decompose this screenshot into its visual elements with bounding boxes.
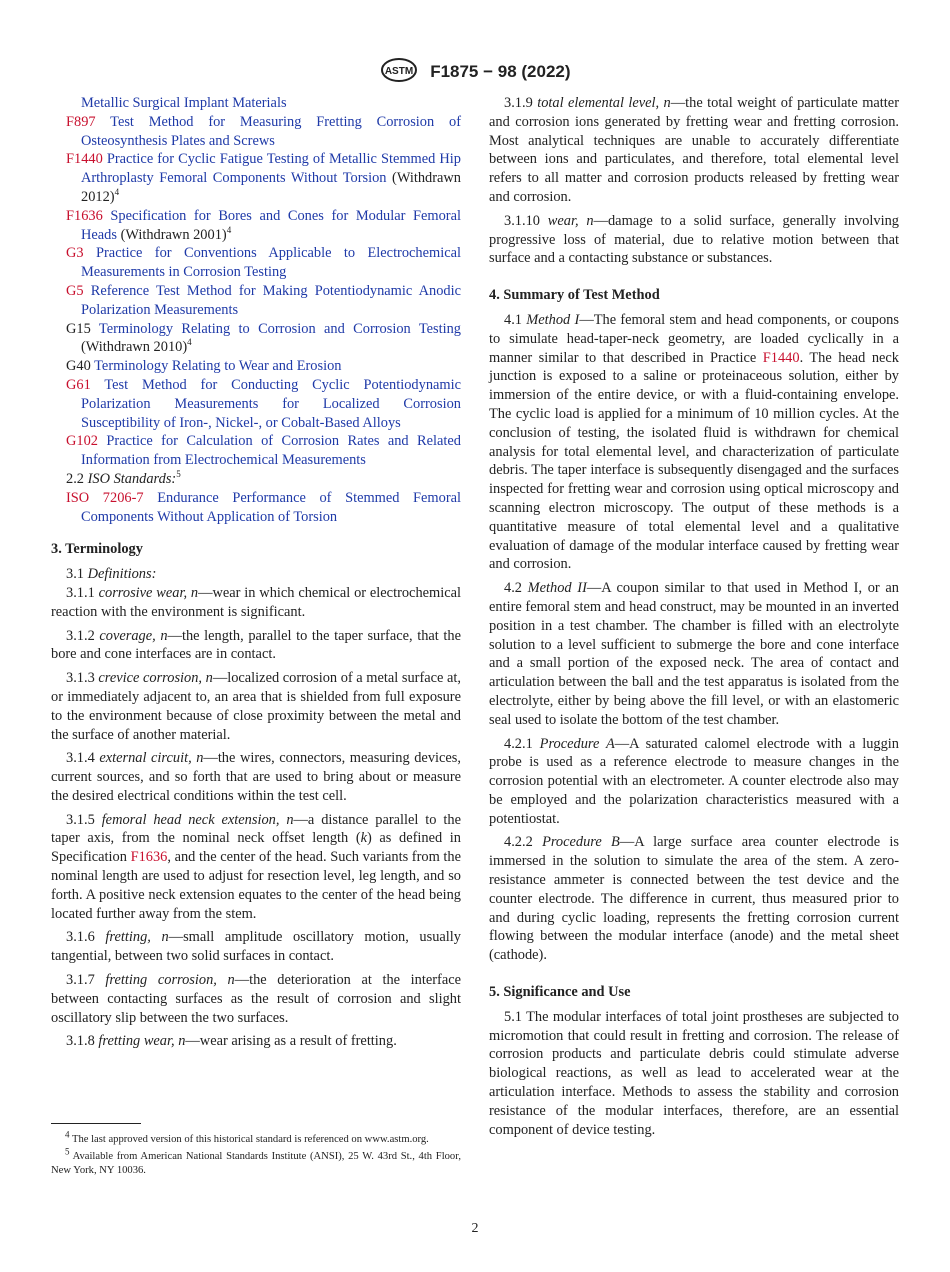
reference-item — [51, 94, 461, 113]
definition-paragraph — [51, 971, 461, 1027]
definition-number: 4.2.2 — [504, 834, 533, 851]
astm-logo-icon — [379, 57, 419, 88]
definition-paragraph — [51, 749, 461, 805]
reference-link[interactable]: F1636 — [130, 849, 168, 866]
definition-term: Method II — [527, 580, 587, 597]
definitions-list — [51, 584, 461, 806]
definition-text: —damage to a solid surface, generally involving progressive loss of material, due to relative motion between that surface and a contacting substance or substances. — [489, 212, 899, 267]
svg-text:ASTM: ASTM — [385, 66, 414, 77]
definition-number: 3.1.2 — [66, 627, 95, 644]
definition-text: —the wires, connectors, measuring devices, current sources, and so forth that are used to bring about or measure the desired electrical conditions within the test cell. — [51, 750, 461, 804]
footnote-mark: 4 — [65, 1129, 70, 1140]
reference-title-link[interactable]: Test Method for Conducting Cyclic Potentiodynamic Polarization Measurements for Localized Corrosion Susceptibility of Iron-, Nickel-, or Cobalt-Based Alloys — [81, 376, 461, 431]
definition-term: crevice corrosion, n — [98, 670, 213, 687]
reference-title-link[interactable]: Test Method for Measuring Fretting Corrosion of Osteosynthesis Plates and Screws — [81, 113, 461, 149]
definition-term: Procedure B — [542, 834, 620, 851]
definition-paragraph — [489, 94, 899, 207]
reference-title-link[interactable]: Terminology Relating to Corrosion and Corrosion Testing — [98, 320, 461, 337]
withdrawn-note: (Withdrawn 2010) — [81, 339, 188, 356]
reference-item — [51, 207, 461, 245]
right-column — [489, 94, 899, 1144]
definition-paragraph — [489, 579, 899, 729]
designation: F1875 − 98 (2022) — [430, 61, 571, 81]
definitions-list — [489, 94, 899, 268]
paragraph-list — [489, 579, 899, 965]
definition-paragraph — [489, 735, 899, 829]
reference-code-link[interactable]: ISO 7206-7 — [66, 489, 144, 506]
section-heading: 4. Summary of Test Method — [489, 287, 660, 304]
definition-term: coverage, n — [99, 627, 168, 644]
definition-number: 3.1.6 — [66, 929, 95, 946]
definition-term: fretting corrosion, n — [105, 972, 235, 989]
section-heading: 3. Terminology — [51, 541, 143, 558]
reference-code[interactable]: G102 — [66, 433, 98, 450]
definition-number: 3.1.10 — [504, 212, 540, 229]
definitions-list — [51, 928, 461, 1051]
reference-list — [51, 94, 461, 470]
reference-item — [51, 489, 461, 527]
iso-standards-label: 2.2 ISO Standards:$^5$ — [66, 469, 181, 487]
page-number: 2 — [471, 1221, 479, 1236]
footnote — [51, 1145, 461, 1179]
definition-number: 3.1.7 — [66, 972, 95, 989]
footnote-text: Available from American National Standards Institute (ANSI), 25 W. 43rd St., 4th Floor, New York, NY 10036. — [51, 1150, 461, 1176]
paragraph: 4.1 Method I—The femoral stem and head components, or coupons to simulate head-taper-neck geometry, are loaded cyclically in a manner similar to that described in Practice F1440. The head neck junction is exposed to a saline or proteinaceous solution, either by immersion of the entire device, or with a fluid-containing envelope. The cyclic load is applied for a minimum of 10 million cycles. At the conclusion of testing, the isolated fluid is withdrawn for chemical analysis for total elemental level, and characterization of particulate debris. The taper interface is subsequently disengaged and the surfaces inspected for fretting wear and corrosion using optical microscopy and scanning electron microscopy. The output of these methods is a quantitative measure of total elemental level and a qualitative evaluation of damage of the modular interface caused by fretting wear and corrosion. — [489, 311, 899, 573]
definition-number: 3.1.3 — [66, 670, 95, 687]
paragraph: 3.1 Definitions: — [66, 566, 157, 583]
page-header — [0, 57, 950, 88]
paragraph: 3.1.5 femoral head neck extension, n—a distance parallel to the taper axis, from the nominal neck offset length (k) as defined in Specification F1636, and the center of the head. Such variants from the nominal length are used to adjust for resection level, leg length, and so forth. A positive neck extension equates to the center of the head being located further away from the stem. — [51, 811, 461, 922]
definition-term: corrosive wear, n — [98, 584, 199, 601]
definition-paragraph — [489, 212, 899, 268]
reference-code[interactable]: G61 — [66, 376, 91, 393]
reference-item — [51, 113, 461, 151]
definition-text: —localized corrosion of a metal surface at, or immediately adjacent to, an area that is shielded from full exposure to the environment because of close proximity between the metal and the surface of another material. — [51, 670, 461, 743]
reference-title-link[interactable]: Specification for Bores and Cones for Modular Femoral Heads — [81, 207, 461, 243]
definition-term: fretting, n — [105, 929, 169, 946]
reference-item — [51, 150, 461, 206]
definition-text: —the deterioration at the interface between contacting surfaces as the result of corrosion and slight oscillatory slip between the two surfaces. — [51, 972, 461, 1026]
reference-code[interactable]: F1440 — [66, 151, 103, 168]
footnote-mark: 4 — [187, 337, 192, 348]
definition-number: 4.2 — [504, 580, 522, 597]
reference-code[interactable]: F897 — [66, 113, 96, 130]
definition-paragraph — [51, 1032, 461, 1051]
definition-text: —small amplitude oscillatory motion, usually tangential, between two solid surfaces in contact. — [51, 929, 461, 965]
footnotes — [51, 1129, 461, 1181]
reference-code[interactable]: F1636 — [66, 207, 103, 224]
left-column — [51, 94, 461, 1056]
reference-title-link[interactable]: Practice for Calculation of Corrosion Rates and Related Information from Electrochemical Measurements — [81, 433, 461, 469]
reference-code: G15 — [66, 320, 91, 337]
reference-code[interactable]: G5 — [66, 282, 84, 299]
footnote-mark: 4 — [114, 187, 120, 198]
reference-title-link[interactable]: Endurance Performance of Stemmed Femoral Components Without Application of Torsion — [81, 489, 461, 525]
definition-paragraph — [51, 584, 461, 622]
definition-number: 3.1.9 — [504, 95, 533, 111]
definition-paragraph — [489, 833, 899, 965]
definition-term: total elemental level, n — [537, 95, 671, 111]
definition-text: —wear in which chemical or electrochemical reaction with the environment is significant. — [51, 584, 461, 620]
reference-code[interactable]: G3 — [66, 245, 84, 262]
withdrawn-note: (Withdrawn 2012) — [81, 170, 461, 205]
reference-title-link[interactable]: Metallic Surgical Implant Materials — [81, 95, 287, 111]
reference-item — [51, 357, 461, 376]
reference-title-link[interactable]: Terminology Relating to Wear and Erosion — [94, 358, 342, 375]
definition-term: Procedure A — [539, 735, 615, 752]
reference-item — [51, 376, 461, 432]
definition-number: 4.2.1 — [504, 735, 533, 752]
reference-item — [51, 282, 461, 320]
definition-text: —A saturated calomel electrode with a luggin probe is used as a reference electrode to measure changes in the corrosion potential with an electrometer. A counter electrode also may be employed and the polarization characteristics measured with a potentiostat. — [489, 735, 899, 827]
reference-item — [51, 432, 461, 470]
definition-number: 3.1.4 — [66, 750, 95, 767]
reference-item — [51, 244, 461, 282]
footnote — [51, 1129, 461, 1148]
definition-number: 3.1.1 — [66, 584, 95, 601]
footnote-text: The last approved version of this historical standard is referenced on www.astm.org. — [71, 1134, 429, 1145]
definition-paragraph — [51, 627, 461, 665]
definition-text: —A large surface area counter electrode is immersed in the solution to simulate the area of the stem. A zero-resistance ammeter is connected between the test device and the counter electrode. The difference in current, thus measured prior to and during cyclic loading, represents the fretting corrosion current flowing between the modular interface (anode) and the metal sheet (cathode). — [489, 834, 899, 964]
definition-number: 3.1.8 — [66, 1033, 95, 1050]
definition-term: external circuit, n — [99, 750, 204, 767]
footnote-divider — [51, 1123, 141, 1124]
withdrawn-note: (Withdrawn 2001) — [116, 226, 227, 243]
section-heading: 5. Significance and Use — [489, 984, 631, 1001]
definition-term: fretting wear, n — [98, 1033, 186, 1050]
footnote-mark: 4 — [226, 224, 232, 235]
definition-term: wear, n — [547, 212, 594, 229]
reference-title-link[interactable]: Practice for Conventions Applicable to Electrochemical Measurements in Corrosion Testing — [81, 245, 461, 281]
definition-text: —A coupon similar to that used in Method I, or an entire femoral stem and head construct, may be mounted in an inverted position in a test chamber. The chamber is filled with an electrolyte solution to a level sufficient to submerge the bore and cone interface and a small portion of the exposed neck. The area of contact and articulation between the ball and the test apparatus is isolated from the electrolyte, either by being above the fill level, or with an elastomeric seal used to isolate the bottom of the test chamber. — [489, 580, 899, 728]
definition-text: —the length, parallel to the taper surface, that the bore and cone interfaces are in contact. — [51, 627, 461, 663]
footnote-mark: 5 — [65, 1145, 70, 1156]
reference-title-link[interactable]: Practice for Cyclic Fatigue Testing of Metallic Stemmed Hip Arthroplasty Femoral Components Without Torsion — [81, 151, 461, 187]
reference-item — [51, 320, 461, 358]
reference-code: G40 — [66, 358, 91, 375]
definition-text: —wear arising as a result of fretting. — [185, 1033, 397, 1050]
definition-text: —the total weight of particulate matter and corrosion ions generated by fretting wear and fretting corrosion. Most analytical techniques are unable to accurately differentiate between ions and particulates, and therefore, total elemental level refers to all matter and corrosion products released by fretting wear and corrosion. — [489, 95, 899, 205]
definition-paragraph — [51, 928, 461, 966]
reference-link[interactable]: F1440 — [762, 349, 800, 366]
definition-paragraph — [51, 669, 461, 744]
paragraph: 5.1 The modular interfaces of total joint prostheses are subjected to micromotion that could result in fretting and corrosion. The release of corrosion products and particulate debris could stimulate adverse biological reactions, as well as lead to accelerated wear at the articulation interface. Methods to assess the stability and corrosion resistance of the modular interfaces, therefore, are an essential component of device testing. — [489, 1008, 899, 1138]
reference-title-link[interactable]: Reference Test Method for Making Potentiodynamic Anodic Polarization Measurements — [81, 282, 461, 318]
